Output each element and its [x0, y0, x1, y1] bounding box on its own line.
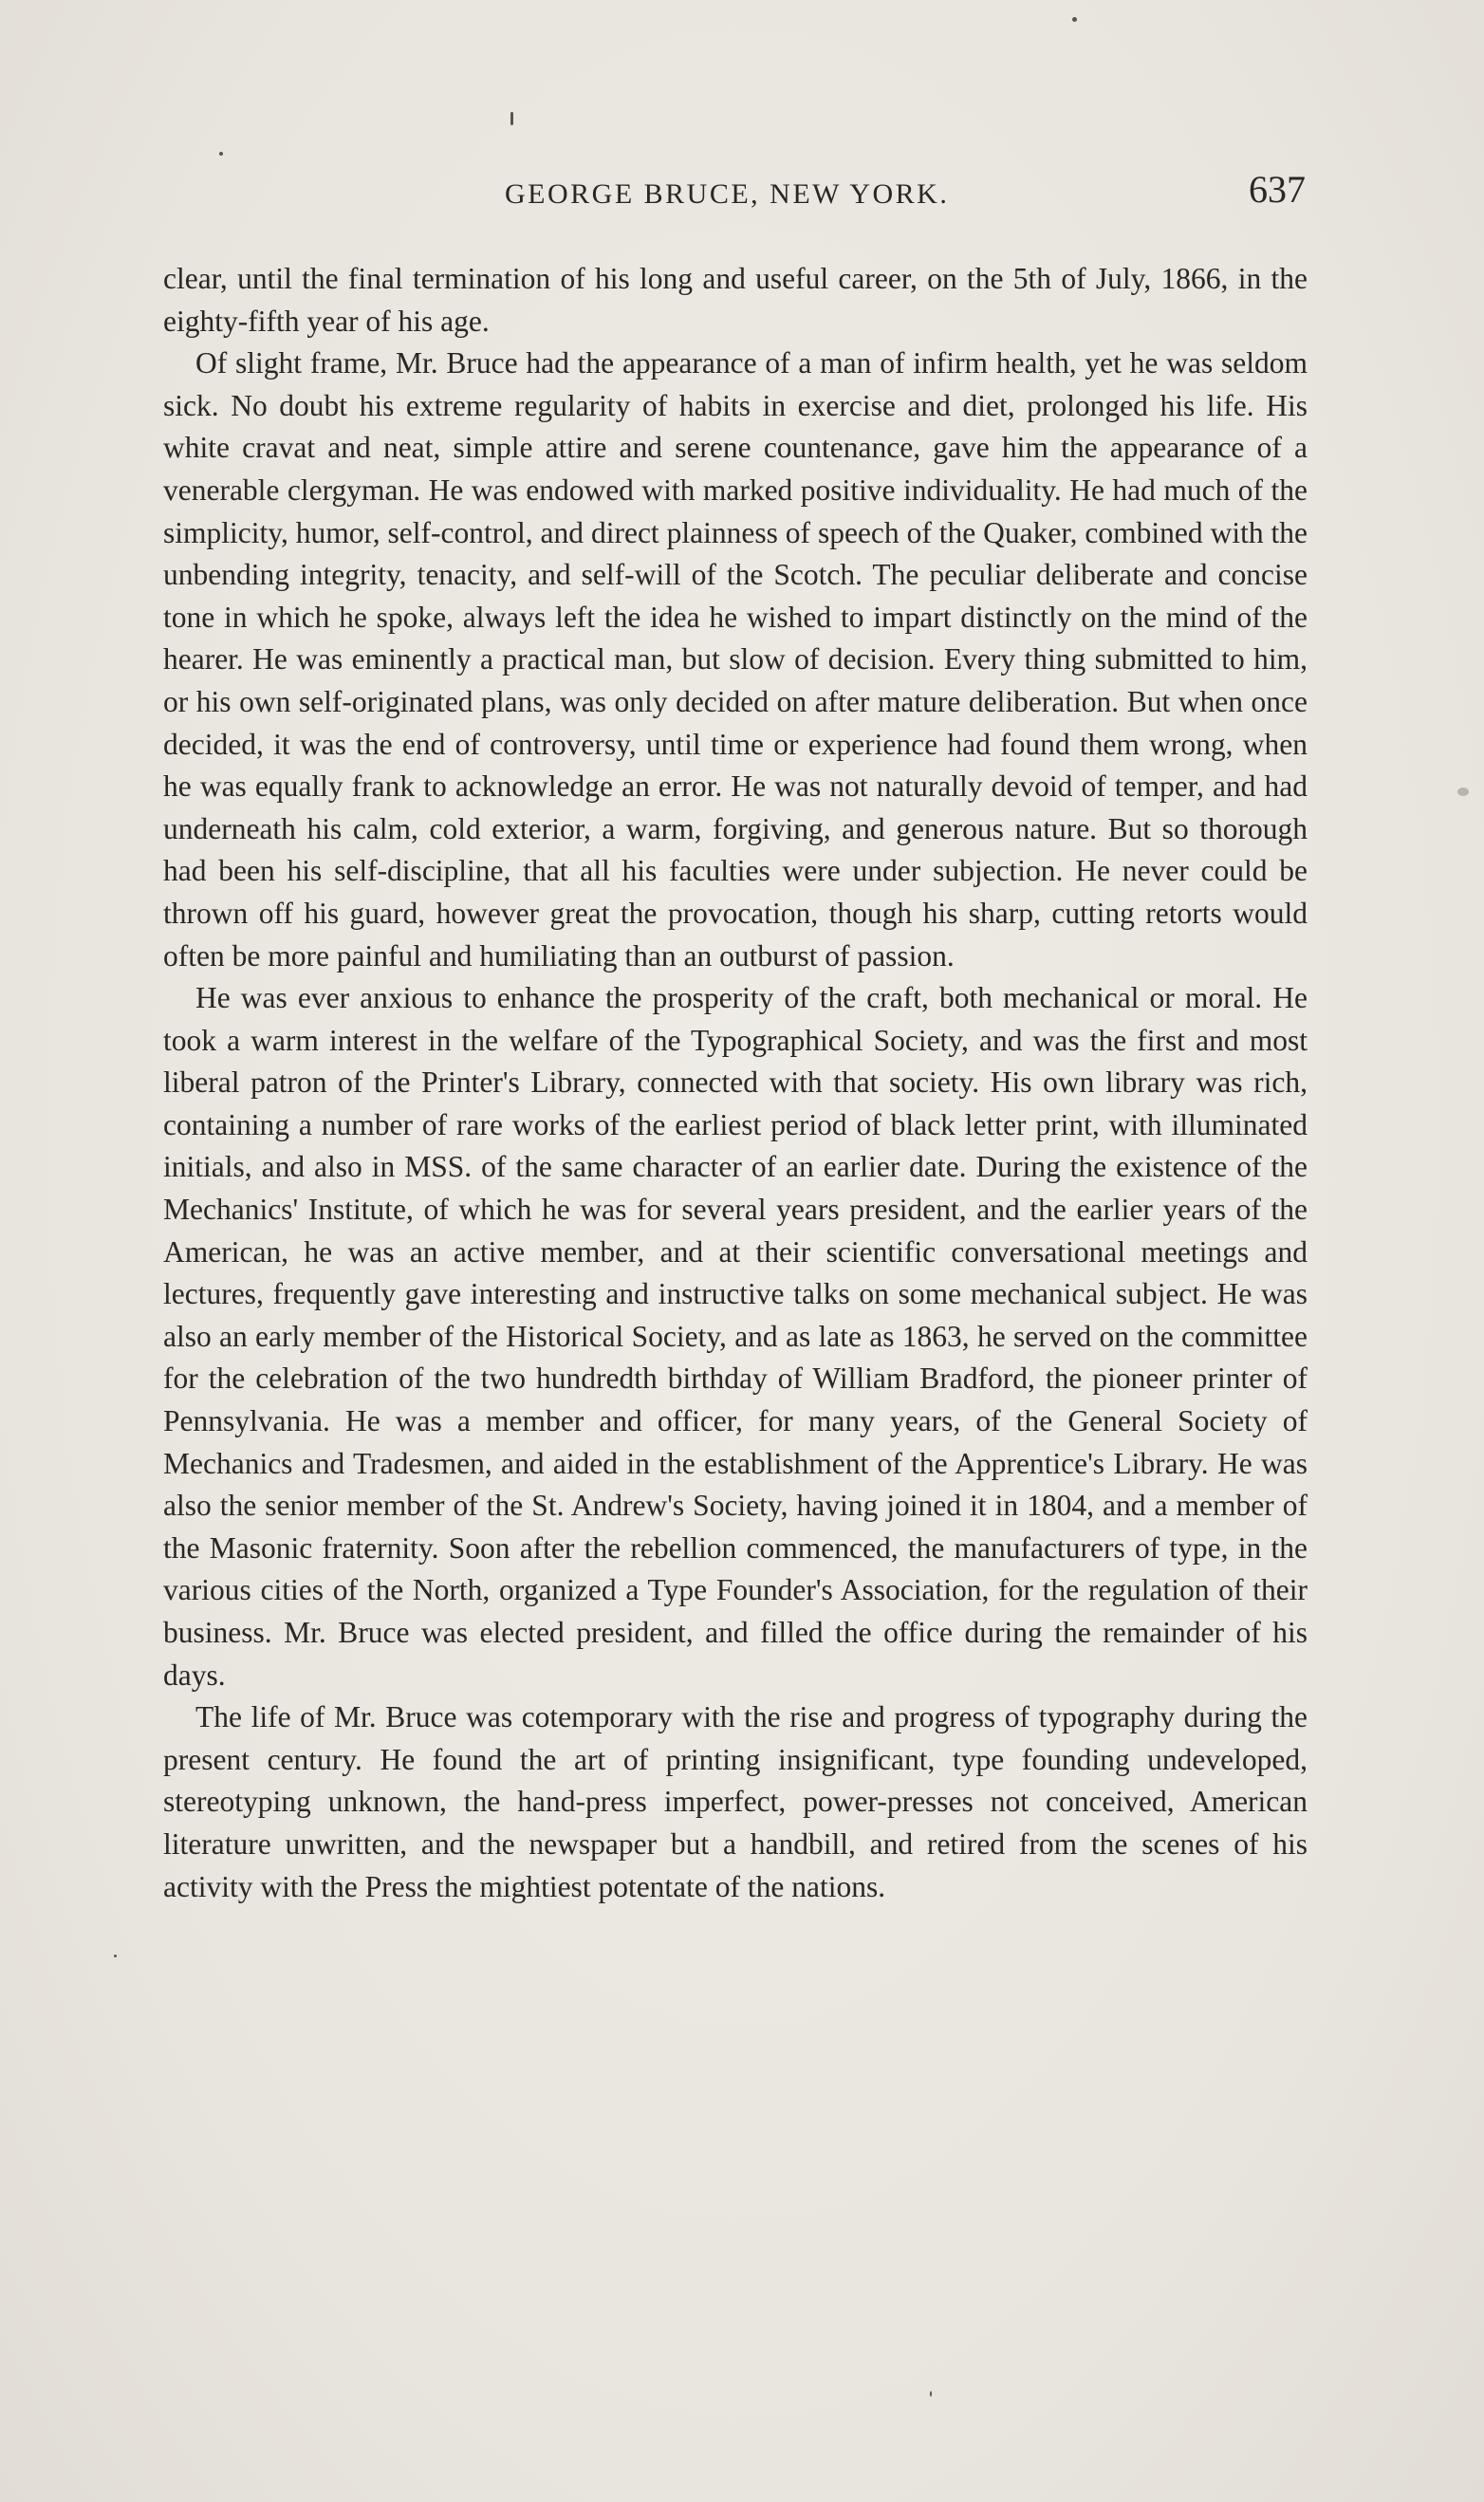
ink-speck	[219, 152, 223, 156]
ink-speck	[1457, 788, 1469, 796]
paragraph: The life of Mr. Bruce was cotemporary with the rise and progress of typography during the present century. He found the art of printing insignificant, type founding undeveloped, stereotyping unknown, the hand-press imperfect, power-presses not conceived, American literature unwritten, and the newspaper but a handbill, and retired from the scenes of his activity with the Press the mightiest potentate of the nations.	[163, 1700, 1308, 1903]
ink-speck	[114, 1955, 117, 1957]
ink-speck	[930, 2391, 932, 2397]
paragraph: He was ever anxious to enhance the prosperity of the craft, both mechanical or moral. He took a warm interest in the welfare of the Typographical Society, and was the first and most liberal patron of the Printer's Library, connected with that society. His own library was rich, containing a number of rare works of the earliest period of black letter print, with illuminated initials, and also in MSS. of the same character of an earlier date. During the existence of the Mechanics' Institute, of which he was for several years president, and the earlier years of the American, he was an active member, and at their scientific conversational meetings and lectures, frequently gave interesting and instructive talks on some mechanical subject. He was also an early member of the Historical Society, and as late as 1863, he served on the committee for the celebration of the two hundredth birthday of William Bradford, the pioneer printer of Pennsylvania. He was a member and officer, for many years, of the General Society of Mechanics and Tradesmen, and aided in the establishment of the Apprentice's Library. He was also the senior member of the St. Andrew's Society, having joined it in 1804, and a member of the Masonic fraternity. Soon after the rebellion commenced, the manufacturers of type, in the various cities of the North, organized a Type Founder's Association, for the regulation of their business. Mr. Bruce was elected president, and filled the office during the remainder of his days.	[163, 981, 1308, 1692]
paragraph: clear, until the final termination of his long and useful career, on the 5th of July, 1866, in the eighty-fifth year of his age.	[163, 262, 1308, 338]
page-number: 637	[1249, 168, 1306, 211]
page-header	[163, 163, 1308, 220]
running-head: GEORGE BRUCE, NEW YORK.	[505, 178, 950, 210]
ink-speck	[510, 112, 513, 125]
body-text	[163, 258, 1308, 1908]
ink-speck	[1072, 17, 1077, 22]
paragraph: Of slight frame, Mr. Bruce had the appearance of a man of infirm health, yet he was seldom sick. No doubt his extreme regularity of habits in exercise and diet, prolonged his life. His white cravat and neat, simple attire and serene countenance, gave him the appearance of a venerable clergyman. He was endowed with marked positive individuality. He had much of the simplicity, humor, self-control, and direct plainness of speech of the Quaker, combined with the unbending integrity, tenacity, and self-will of the Scotch. The peculiar deliberate and concise tone in which he spoke, always left the idea he wished to impart distinctly on the mind of the hearer. He was eminently a practical man, but slow of decision. Every thing submitted to him, or his own self-originated plans, was only decided on after mature deliberation. But when once decided, it was the end of controversy, until time or experience had found them wrong, when he was equally frank to acknowledge an error. He was not naturally devoid of temper, and had underneath his calm, cold exterior, a warm, forgiving, and generous nature. But so thorough had been his self-discipline, that all his faculties were under subjection. He never could be thrown off his guard, however great the provocation, though his sharp, cutting retorts would often be more painful and humiliating than an outburst of passion.	[163, 346, 1308, 973]
